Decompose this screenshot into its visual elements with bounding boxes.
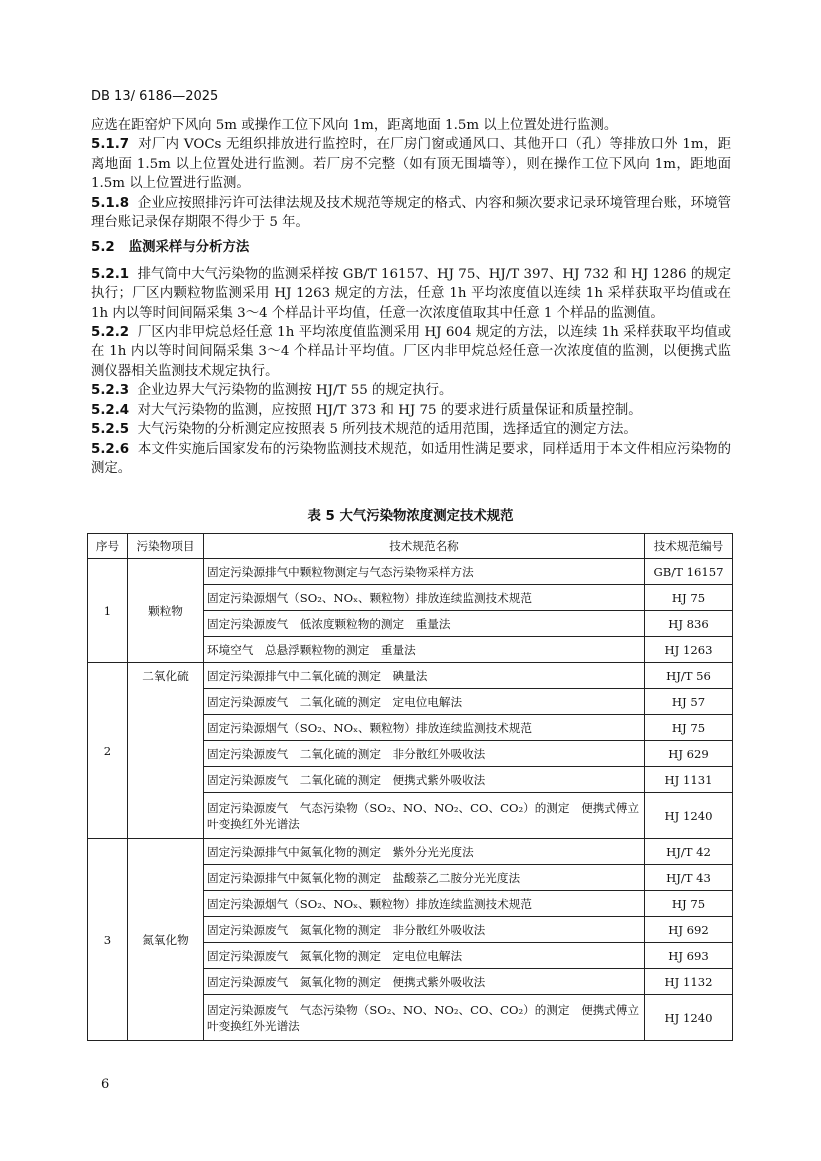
clause-number: 5.2.4 — [91, 402, 130, 418]
seq-cell: 3 — [88, 839, 128, 1041]
header-pollutant: 污染物项目 — [128, 534, 204, 559]
spec-name-cell: 固定污染源排气中二氧化硫的测定 碘量法 — [204, 663, 645, 689]
spec-code-cell: HJ/T 56 — [645, 663, 733, 689]
spec-code-cell: HJ 1240 — [645, 995, 733, 1041]
spec-name-cell: 固定污染源废气 气态污染物（SO₂、NO、NO₂、CO、CO₂）的测定 便携式傅立叶变换红外光谱法 — [204, 793, 645, 839]
spec-name-cell: 固定污染源废气 二氧化硫的测定 定电位电解法 — [204, 689, 645, 715]
pollutant-cell: 氮氧化物 — [128, 839, 204, 1041]
spec-code-cell: HJ 75 — [645, 715, 733, 741]
clause-5-1-8 — [91, 194, 731, 233]
header-seq: 序号 — [88, 534, 128, 559]
paragraph-text: 应选在距窑炉下风向 5m 或操作工位下风向 1m，距离地面 1.5m 以上位置处进行监测。 — [91, 118, 618, 133]
pollutant-cell: 颗粒物 — [128, 559, 204, 663]
spec-code-cell: HJ 1131 — [645, 767, 733, 793]
section-heading — [91, 238, 731, 257]
clause-text: 企业边界大气污染物的监测按 HJ/T 55 的规定执行。 — [137, 383, 453, 399]
clause-5-2-2 — [91, 323, 731, 381]
clause-5-2-3 — [91, 381, 731, 400]
clause-number: 5.2.1 — [91, 266, 130, 282]
document-code: DB 13/ 6186—2025 — [91, 89, 219, 104]
spec-code-cell: HJ/T 43 — [645, 865, 733, 891]
table-caption: 表 5 大气污染物浓度测定技术规范 — [307, 509, 514, 524]
spec-code-cell: GB/T 16157 — [645, 559, 733, 585]
spec-name-cell: 环境空气 总悬浮颗粒物的测定 重量法 — [204, 637, 645, 663]
clause-text: 厂区内非甲烷总烃任意 1h 平均浓度值监测采用 HJ 604 规定的方法，以连续 1h 采样获取平均值或在 1h 内以等时间间隔采集 3～4 个样品计平均值。厂区内非甲烷总烃任意一次浓度值的监测，以便携式监测仪器相关监测技术规定执行。 — [91, 325, 732, 379]
clause-text: 排气筒中大气污染物的监测采样按 GB/T 16157、HJ 75、HJ/T 397、HJ 732 和 HJ 1286 的规定执行；厂区内颗粒物监测采用 HJ 1263 规定的方法，任意 1h 平均浓度值以连续 1h 采样获取平均值或在 1h 内以等时间间隔采集 3～4 个样品计平均值，任意一次浓度值取其中任意 1 个样品的监测值。 — [91, 266, 731, 321]
clause-number: 5.2.3 — [91, 383, 130, 399]
spec-name-cell: 固定污染源排气中氮氧化物的测定 紫外分光光度法 — [204, 839, 645, 865]
header-spec-name: 技术规范名称 — [204, 534, 645, 559]
spec-name-cell: 固定污染源废气 二氧化硫的测定 便携式紫外吸收法 — [204, 767, 645, 793]
clause-number: 5.1.8 — [91, 195, 130, 211]
clause-text: 大气污染物的分析测定应按照表 5 所列技术规范的适用范围，选择适宜的测定方法。 — [137, 422, 637, 438]
clause-text: 对大气污染物的监测，应按照 HJ/T 373 和 HJ 75 的要求进行质量保证和质量控制。 — [137, 402, 642, 418]
spec-name-cell: 固定污染源烟气（SO₂、NOₓ、颗粒物）排放连续监测技术规范 — [204, 585, 645, 611]
spec-name-cell: 固定污染源废气 氮氧化物的测定 定电位电解法 — [204, 943, 645, 969]
spec-code-cell: HJ 836 — [645, 611, 733, 637]
table-row — [88, 663, 733, 689]
page-number: 6 — [101, 1077, 110, 1092]
table-row — [88, 839, 733, 865]
clause-number: 5.1.7 — [91, 137, 130, 153]
spec-name-cell: 固定污染源排气中颗粒物测定与气态污染物采样方法 — [204, 559, 645, 585]
clause-5-2-6 — [91, 440, 731, 479]
spec-code-cell: HJ 57 — [645, 689, 733, 715]
header-spec-code: 技术规范编号 — [645, 534, 733, 559]
spec-code-cell: HJ 1132 — [645, 969, 733, 995]
spec-code-cell: HJ 629 — [645, 741, 733, 767]
clause-number: 5.2.6 — [91, 441, 130, 457]
clause-5-2-4 — [91, 401, 731, 420]
spec-code-cell: HJ 1263 — [645, 637, 733, 663]
seq-cell: 2 — [88, 663, 128, 839]
spec-name-cell: 固定污染源烟气（SO₂、NOₓ、颗粒物）排放连续监测技术规范 — [204, 715, 645, 741]
spec-name-cell: 固定污染源废气 气态污染物（SO₂、NO、NO₂、CO、CO₂）的测定 便携式傅立叶变换红外光谱法 — [204, 995, 645, 1041]
clause-5-2-1 — [91, 265, 731, 323]
paragraph — [91, 116, 731, 135]
spec-name-cell: 固定污染源废气 低浓度颗粒物的测定 重量法 — [204, 611, 645, 637]
spec-code-cell: HJ 692 — [645, 917, 733, 943]
clause-5-2-5 — [91, 420, 731, 439]
clause-5-1-7 — [91, 135, 731, 193]
spec-name-cell: 固定污染源烟气（SO₂、NOₓ、颗粒物）排放连续监测技术规范 — [204, 891, 645, 917]
section-number: 5.2 — [91, 240, 115, 256]
spec-code-cell: HJ 75 — [645, 585, 733, 611]
spec-name-cell: 固定污染源排气中氮氧化物的测定 盐酸萘乙二胺分光光度法 — [204, 865, 645, 891]
table-header-row — [88, 534, 733, 559]
clause-number: 5.2.2 — [91, 325, 130, 341]
body-text — [91, 116, 731, 478]
spec-code-cell: HJ 75 — [645, 891, 733, 917]
pollutant-cell: 二氧化硫 — [128, 663, 204, 839]
spec-name-cell: 固定污染源废气 二氧化硫的测定 非分散红外吸收法 — [204, 741, 645, 767]
section-title: 监测采样与分析方法 — [128, 240, 250, 256]
clause-number: 5.2.5 — [91, 422, 130, 438]
spec-name-cell: 固定污染源废气 氮氧化物的测定 便携式紫外吸收法 — [204, 969, 645, 995]
seq-cell: 1 — [88, 559, 128, 663]
spec-table — [87, 533, 733, 1041]
spec-code-cell: HJ/T 42 — [645, 839, 733, 865]
table-row — [88, 559, 733, 585]
clause-text: 对厂内 VOCs 无组织排放进行监控时，在厂房门窗或通风口、其他开口（孔）等排放口外 1m，距离地面 1.5m 以上位置处进行监测。若厂房不完整（如有顶无围墙等），则在操作工位下风向 1m，距地面 1.5m 以上位置进行监测。 — [91, 137, 732, 192]
spec-name-cell: 固定污染源废气 氮氧化物的测定 非分散红外吸收法 — [204, 917, 645, 943]
clause-text: 企业应按照排污许可法律法规及技术规范等规定的格式、内容和频次要求记录环境管理台账，环境管理台账记录保存期限不得少于 5 年。 — [91, 195, 731, 231]
spec-code-cell: HJ 693 — [645, 943, 733, 969]
spec-code-cell: HJ 1240 — [645, 793, 733, 839]
clause-text: 本文件实施后国家发布的污染物监测技术规范，如适用性满足要求，同样适用于本文件相应污染物的测定。 — [91, 441, 731, 476]
